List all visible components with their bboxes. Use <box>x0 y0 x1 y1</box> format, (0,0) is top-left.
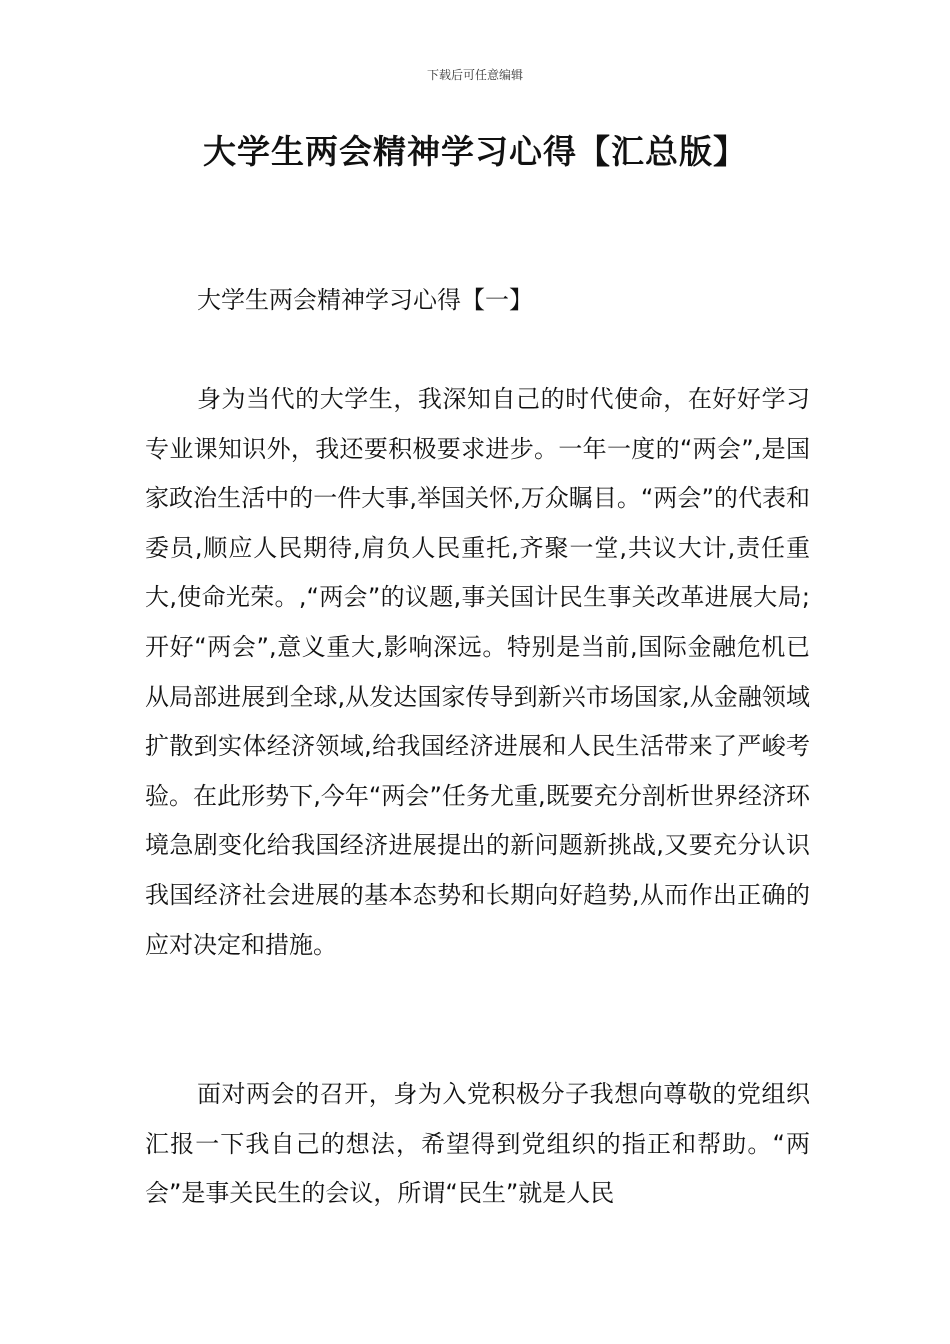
header-note: 下载后可任意编辑 <box>426 68 523 82</box>
document-title: 大学生两会精神学习心得【汇总版】 <box>203 132 747 171</box>
body-paragraph: 面对两会的召开，身为入党积极分子我想向尊敬的党组织汇报一下我自己的想法，希望得到党组织的指正和帮助。“两会”是事关民生的会议，所谓“民生”就是人民 <box>145 1080 810 1208</box>
body-paragraph: 身为当代的大学生，我深知自己的时代使命，在好好学习专业课知识外，我还要积极要求进步。一年一度的“两会”,是国家政治生活中的一件大事,举国关怀,万众瞩目。“两会”的代表和委员,顺应人民期待,肩负人民重托,齐聚一堂,共议大计,责任重大,使命光荣。,“两会”的议题,事关国计民生事关改革进展大局;开好“两会”,意义重大,影响深远。特别是当前,国际金融危机已从局部进展到全球,从发达国家传导到新兴市场国家,从金融领域扩散到实体经济领域,给我国经济进展和人民生活带来了严峻考验。在此形势下,今年“两会”任务尤重,既要充分剖析世界经济环境急剧变化给我国经济进展提出的新问题新挑战,又要充分认识我国经济社会进展的基本态势和长期向好趋势,从而作出正确的应对决定和措施。 <box>145 385 810 959</box>
section-heading: 大学生两会精神学习心得【一】 <box>197 286 533 314</box>
